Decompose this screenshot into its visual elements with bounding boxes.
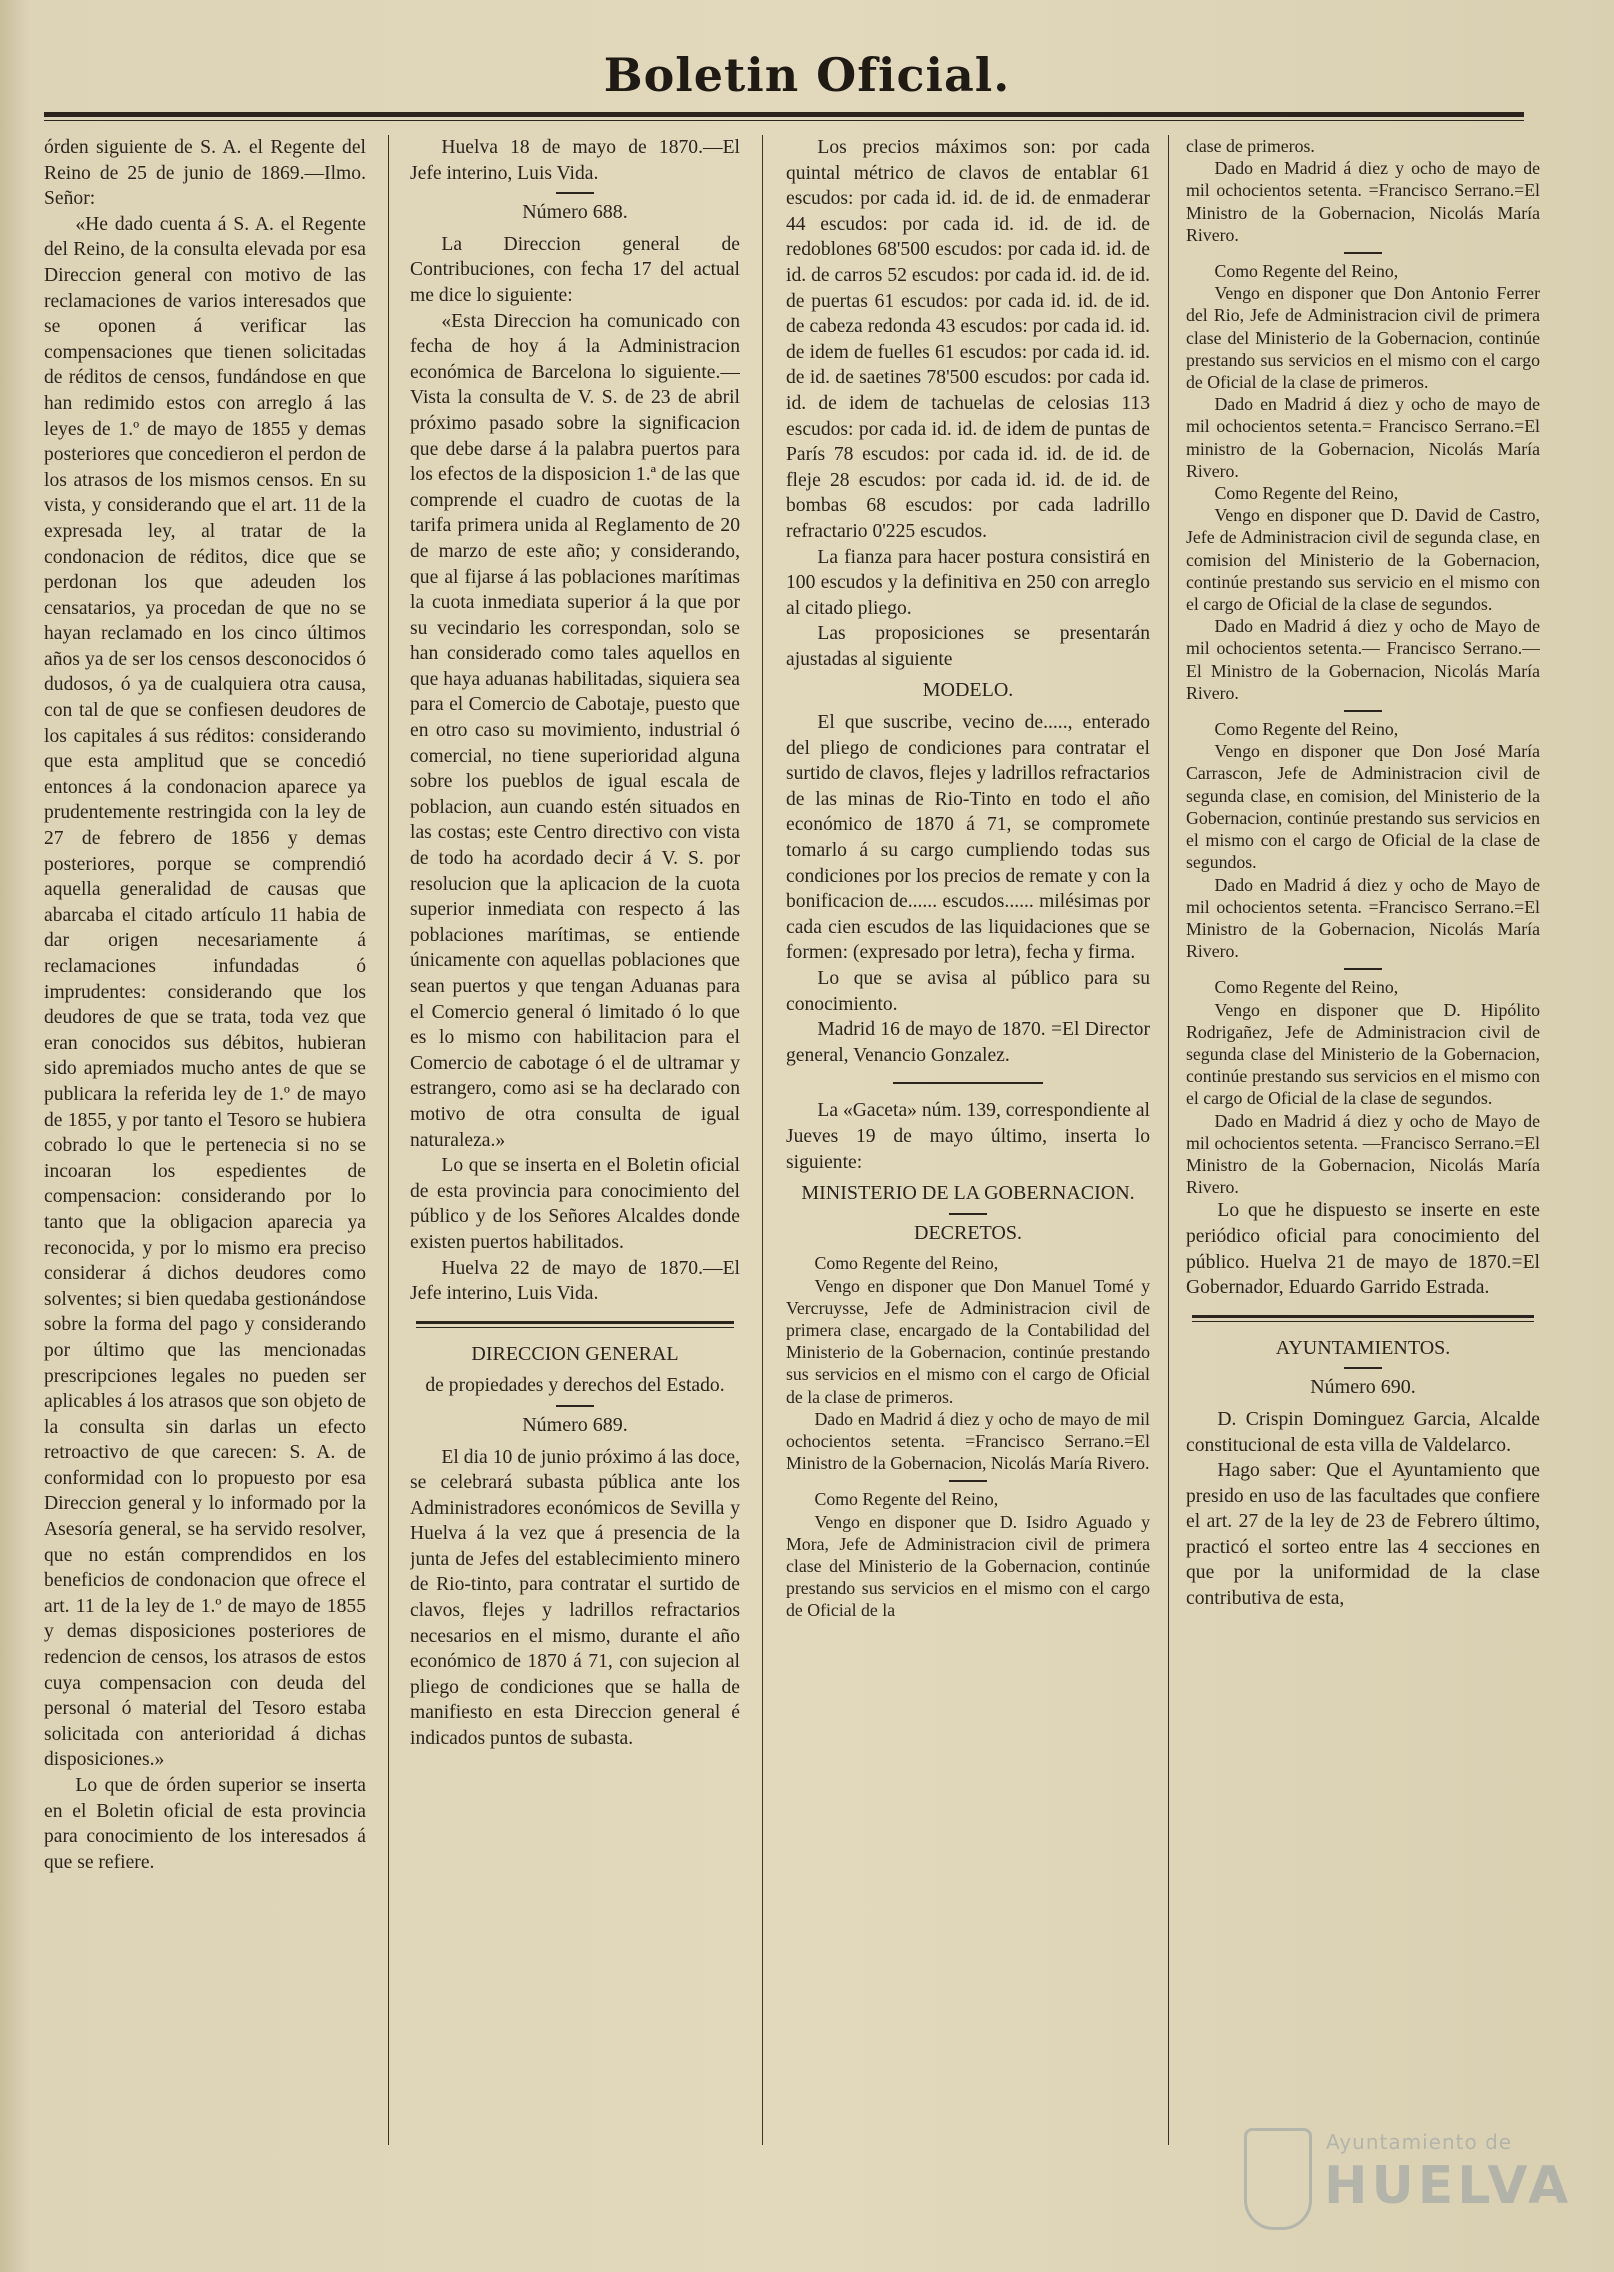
paragraph: Madrid 16 de mayo de 1870. =El Director general, Venancio Gonzalez. [786, 1019, 1150, 1066]
decree-closing: Dado en Madrid á diez y ocho de Mayo de mil ochocientos setenta. —Francisco Serrano.=El Ministro de la Gobernacion, Nicolás María Rivero. [1186, 1110, 1540, 1198]
ministry-heading: MINISTERIO DE LA GOBERNACION. [801, 1182, 1135, 1205]
paragraph: «Esta Direccion ha comunicado con fecha de hoy á la Administracion económica de Barcelona lo siguiente.—Vista la consulta de V. S. de 23 de abril próximo pasado sobre la significacion que debe darse á la palabra puertos para los efectos de la disposicion 1.ª de las que comprende el cuadro de cuotas de la tarifa primera unida al Reglamento de 20 de marzo de este año; y considerando, que al fijarse á las poblaciones marítimas la cuota inmediata superior á la que por su vecindario les correspondan, solo se han considerado como tales aquellos en que haya aduanas habilitadas, siquiera sea para el Comercio de Cabotaje, puesto que en otro caso su movimiento, industrial ó comercial, no tiene superioridad alguna sobre los pueblos de igual escala de poblacion, aun cuando estén situados en las costas; este Centro directivo con vista de todo ha acordado decir á V. S. por resolucion que la aplicacion de la cuota superior inmediata con respecto á las poblaciones marítimas, se entiende únicamente con aquellas poblaciones que sean puertos y que tengan Aduanas para el Comercio general ó limitado ó lo que es lo mismo con habilitacion para el Comercio de cabotage ó el de ultramar y estrangero, como asi se ha declarado con motivo de otra consulta de igual naturaleza.» [410, 310, 740, 1151]
section-rule [416, 1321, 734, 1328]
paragraph: Los precios máximos son: por cada quintal métrico de clavos de entablar 61 escudos: por cada id. id. de id. de enmaderar 44 escudos: por cada id. id. de id. de redoblones 68'500 escudos: por cada id. id. de id. de carros 52 escudos: por cada id. id. de id. de puertas 61 escudos: por cada id. id. de id. de cabeza redonda 43 escudos: por cada id. id. de idem de fuelles 61 escudos: por cada id. id. de id. de saetines 78'500 escudos: por cada id. id. de idem de tachuelas de celosias 113 escudos: por cada id. id. de idem de puntas de París 78 escudos: por cada id. id. de id. de fleje 28 escudos: por cada id. id. de id. de bombas 68 escudos: por cada ladrillo refractario 0'225 escudos. [786, 137, 1150, 542]
paragraph: órden siguiente de S. A. el Regente del Reino de 25 de junio de 1869.—Ilmo. Señor: [44, 137, 366, 210]
section-rule [1192, 1315, 1534, 1322]
decree-closing: Dado en Madrid á diez y ocho de mayo de mil ochocientos setenta.= Francisco Serrano.=El ministro de la Gobernacion, Nicolás María Rivero. [1186, 394, 1540, 481]
decree-text: clase de primeros. [1186, 136, 1315, 156]
section-title: AYUNTAMIENTOS. [1275, 1336, 1451, 1359]
decrees-heading: DECRETOS. [914, 1221, 1022, 1244]
decree-closing: Dado en Madrid á diez y ocho de Mayo de mil ochocientos setenta. =Francisco Serrano.=El Ministro de la Gobernacion, Nicolás María Rivero. [1186, 874, 1540, 962]
decree-text: Vengo en disponer que Don José María Carrascon, Jefe de Administracion civil de segunda clase, en comision, del Ministerio de la Gobernacion, continúe prestando sus servicios en el mismo con el cargo de Oficial de la clase de segundos. [1186, 741, 1540, 873]
paragraph: Lo que de órden superior se inserta en el Boletin oficial de esta provincia para conocimiento de los interesados á que se refiere. [44, 1775, 366, 1873]
paragraph: Hago saber: Que el Ayuntamiento que presido en uso de las facultades que confiere el art. 27 de la ley de 23 de Febrero último, practicó el sorteo entre las 4 secciones en que por la uniformidad de la clase contributiva de esta, [1186, 1460, 1540, 1610]
decree-text: Vengo en disponer que D. Isidro Aguado y Mora, Jefe de Administracion civil de primera clase del Ministerio de la Gobernacion, continúe prestando sus servicios en el mismo con el cargo de Oficial de la [786, 1511, 1150, 1621]
decree-opening: Como Regente del Reino, [1214, 977, 1399, 998]
decree-closing: Dado en Madrid á diez y ocho de Mayo de mil ochocientos setenta.— Francisco Serrano.—El Ministro de la Gobernacion, Nicolás María Rivero. [1186, 616, 1540, 703]
decree-text: Vengo en disponer que D. Hipólito Rodrigañez, Jefe de Administracion civil de segunda clase del Ministerio de la Gobernacion, continúe prestando sus servicios en el mismo con el cargo de Oficial de la clase de segundos. [1186, 999, 1540, 1109]
column-1 [44, 135, 366, 2145]
notice-number: Número 688. [522, 201, 628, 224]
notice-number: Número 690. [1310, 1376, 1416, 1399]
separator [556, 192, 594, 194]
paragraph: La Direccion general de Contribuciones, con fecha 17 del actual me dice lo siguiente: [410, 233, 740, 306]
masthead-rule [44, 112, 1524, 121]
decree-opening: Como Regente del Reino, [1214, 719, 1399, 740]
signature: Huelva 18 de mayo de 1870.—El Jefe interino, Luis Vida. [410, 137, 740, 184]
masthead-title: Boletin Oficial. [603, 48, 1011, 102]
paragraph: Lo que se avisa al público para su conocimiento. [786, 968, 1150, 1015]
separator [949, 1213, 987, 1215]
separator [893, 1082, 1043, 1084]
paragraph: La fianza para hacer postura consistirá en 100 escudos y la definitiva en 250 con arreglo al citado pliego. [786, 546, 1150, 619]
decree-text: Vengo en disponer que Don Manuel Tomé y Vercruysse, Jefe de Administracion civil de primera clase, encargado de la Contabilidad del Ministerio de la Gobernacion, continúe prestando sus servicios en el mismo con el cargo de Oficial de la clase de primeros. [786, 1275, 1150, 1407]
paragraph: «He dado cuenta á S. A. el Regente del Reino, de la consulta elevada por esa Direccion general con motivo de las reclamaciones de varios interesados que se oponen á verificar las compensaciones que tienen solicitadas de réditos de censos, fundándose en que han redimido estos con arreglo á las leyes de 1.º de mayo de 1855 y demas posteriores que concedieron el perdon de los atrasos de los mismos censos. En su vista, y considerando que el art. 11 de la expresada ley, al tratar de la condonacion de réditos, dice que se perdonan los que adeuden los censatarios, ya procedan de que no se hayan reclamado en los cinco últimos años ya de ser los censos desconocidos ó dudosos, ó ya de cualquiera otra causa, con tal de que se confiesen deudores de los capitales á sus réditos: considerando que esta amplitud que se concedió entonces á la condonacion aparece ya prudentemente restringida con la ley de 27 de febrero de 1856 y demas posteriores, porque se comprendió aquella generalidad de causas que abarcaba el citado artículo 11 habia de dar origen necesariamente á reclamaciones infundadas ó imprudentes: considerando que los deudores de que se trata, toda vez que eran conocidos sus débitos, hubieran sido apremiados mucho antes de que se publicara la referida ley de 1.º de mayo de 1855, y por tanto el Tesoro se hubiera cobrado lo que le pertenecia si no se incoaran los espedientes de compensacion: considerando por lo tanto que la obligacion aparecia ya reconocida, y por lo mismo era preciso considerar á dichos deudores como solventes; si bien quedaba gestionándose sobre la forma del pago y considerando por último que las mencionadas prescripciones legales no pueden ser aplicables á los atrasos que son objeto de la consulta sin darlas un efecto retroactivo de que carecen: S. A. de conformidad con lo propuesto por esa Direccion general y lo informado por la Asesoría general, se ha servido resolver, que no están comprendidos en los beneficios de condonacion que ofrece el art. 11 de la ley de 1.º de mayo de 1855 y demas disposiciones posteriores de redencion de censos, los atrasos de estos cuya compensacion con deuda del personal ó material del Tesoro estaba solicitada con anterioridad á dichas disposiciones.» [44, 213, 366, 1771]
column-3 [786, 135, 1150, 2145]
separator [556, 1405, 594, 1407]
column-divider [388, 135, 389, 2145]
signature: Huelva 22 de mayo de 1870.—El Jefe interino, Luis Vida. [410, 1257, 740, 1305]
column-2 [410, 135, 740, 2145]
decree-text: Vengo en disponer que D. David de Castro, Jefe de Administracion civil de segunda clase, en comision del Ministerio de la Gobernacion, continúe prestando sus servicio en el mismo con el cargo de Oficial de la clase de segundos. [1186, 505, 1540, 615]
separator [1344, 1367, 1382, 1369]
separator [1344, 968, 1382, 970]
paragraph: El que suscribe, vecino de....., enterado del pliego de condiciones para contratar el surtido de clavos, flejes y ladrillos refractarios de las minas de Rio-Tinto en todo el año económico de 1870 á 71, se compromete tomarlo á su cargo cumpliendo todas sus condiciones por los precios de remate y con la bonificacion de...... escudos...... milésimas por cada cien escudos de las liquidaciones que se formen: (expresado por letra), fecha y firma. [786, 712, 1150, 964]
paragraph: El dia 10 de junio próximo á las doce, se celebrará subasta pública ante los Administradores económicos de Sevilla y Huelva á la vez que á presencia de la junta de Jefes del establecimiento minero de Rio-tinto, para contratar el surtido de clavos, flejes y ladrillos refractarios necesarios en el mismo, durante el año económico de 1870 á 71, con sujecion al pliego de condiciones que se halla de manifiesto en esta Direccion general é indicados puntos de subasta. [410, 1446, 740, 1750]
notice-number: Número 689. [522, 1413, 628, 1436]
coat-of-arms-icon [1244, 2128, 1312, 2230]
model-heading: MODELO. [922, 679, 1014, 702]
paragraph: La «Gaceta» núm. 139, correspondiente al Jueves 19 de mayo último, inserta lo siguiente: [786, 1100, 1150, 1173]
column-4 [1186, 135, 1540, 2145]
watermark-line-2: HUELVA [1324, 2156, 1573, 2216]
paragraph: Lo que he dispuesto se inserte en este periódico oficial para conocimiento del público. Huelva 21 de mayo de 1870.=El Gobernador, Eduardo Garrido Estrada. [1186, 1200, 1540, 1299]
section-title: DIRECCION GENERAL [471, 1342, 679, 1365]
decree-opening: Como Regente del Reino, [814, 1489, 999, 1510]
paragraph: Lo que se inserta en el Boletin oficial de esta provincia para conocimiento del público y de los Señores Alcaldes donde existen puertos habilitados. [410, 1155, 740, 1253]
decree-opening: Como Regente del Reino, [1214, 483, 1399, 504]
separator [949, 1480, 987, 1482]
section-subtitle: de propiedades y derechos del Estado. [425, 1375, 725, 1397]
column-divider [1168, 135, 1169, 2145]
watermark-line-1: Ayuntamiento de [1326, 2130, 1513, 2154]
column-divider [762, 135, 763, 2145]
decree-text: Vengo en disponer que Don Antonio Ferrer del Rio, Jefe de Administracion civil de primera clase del Ministerio de la Gobernacion, continúe prestando sus servicios en el mismo con el cargo de Oficial de la clase de primeros. [1186, 283, 1540, 393]
separator [1344, 252, 1382, 254]
decree-opening: Como Regente del Reino, [814, 1253, 999, 1274]
separator [1344, 710, 1382, 712]
paragraph: Las proposiciones se presentarán ajustadas al siguiente [786, 623, 1150, 670]
archive-watermark [1244, 2120, 1573, 2230]
paragraph: D. Crispin Dominguez Garcia, Alcalde constitucional de esta villa de Valdelarco. [1186, 1408, 1540, 1456]
decree-opening: Como Regente del Reino, [1214, 261, 1399, 282]
decree-closing: Dado en Madrid á diez y ocho de mayo de mil ochocientos setenta. =Francisco Serrano.=El Ministro de la Gobernacion, Nicolás María Rivero. [786, 1408, 1150, 1474]
decree-closing: Dado en Madrid á diez y ocho de mayo de mil ochocientos setenta. =Francisco Serrano.=El Ministro de la Gobernacion, Nicolás María Rivero. [1186, 158, 1540, 245]
